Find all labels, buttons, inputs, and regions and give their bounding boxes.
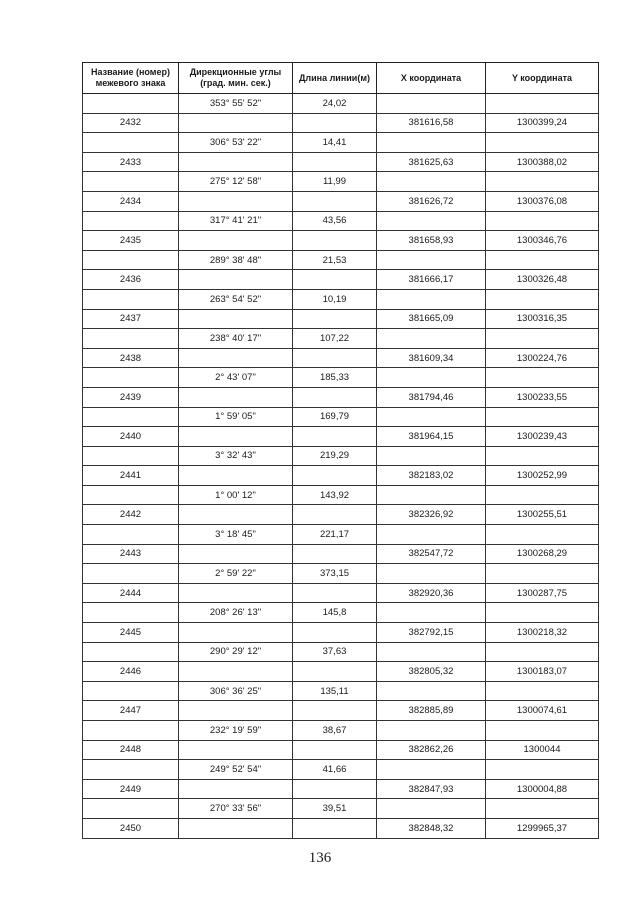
line-length-cell: 10,19 <box>293 289 377 309</box>
segment-x-cell <box>377 721 486 741</box>
segment-y-cell <box>486 681 599 701</box>
line-length-cell: 219,29 <box>293 446 377 466</box>
y-coordinate-cell: 1300233,55 <box>486 387 599 407</box>
y-coordinate-cell: 1300074,61 <box>486 701 599 721</box>
header-y-coordinate: Y координата <box>486 63 599 94</box>
mark-length-cell <box>293 231 377 251</box>
mark-bearing-cell <box>179 544 293 564</box>
segment-name-cell <box>83 94 179 114</box>
mark-bearing-cell <box>179 270 293 290</box>
segment-name-cell <box>83 799 179 819</box>
bearing-cell: 353° 55' 52" <box>179 94 293 114</box>
y-coordinate-cell: 1300346,76 <box>486 231 599 251</box>
mark-row <box>83 544 599 564</box>
segment-x-cell <box>377 681 486 701</box>
mark-bearing-cell <box>179 152 293 172</box>
mark-name-cell: 2436 <box>83 270 179 290</box>
mark-length-cell <box>293 583 377 603</box>
segment-row <box>83 172 599 192</box>
mark-row <box>83 191 599 211</box>
mark-length-cell <box>293 779 377 799</box>
segment-row <box>83 407 599 427</box>
y-coordinate-cell: 1300399,24 <box>486 113 599 133</box>
mark-length-cell <box>293 818 377 838</box>
mark-bearing-cell <box>179 779 293 799</box>
segment-x-cell <box>377 133 486 153</box>
y-coordinate-cell: 1300326,48 <box>486 270 599 290</box>
mark-bearing-cell <box>179 701 293 721</box>
mark-row <box>83 348 599 368</box>
mark-length-cell <box>293 701 377 721</box>
x-coordinate-cell: 381626,72 <box>377 191 486 211</box>
y-coordinate-cell: 1300044 <box>486 740 599 760</box>
mark-row <box>83 662 599 682</box>
x-coordinate-cell: 382792,15 <box>377 623 486 643</box>
y-coordinate-cell: 1300218,32 <box>486 623 599 643</box>
segment-y-cell <box>486 250 599 270</box>
segment-row <box>83 211 599 231</box>
header-bearing: Дирекционные углы (град. мин. сек.) <box>179 63 293 94</box>
mark-name-cell: 2435 <box>83 231 179 251</box>
header-line-length: Длина линии(м) <box>293 63 377 94</box>
segment-row <box>83 642 599 662</box>
mark-bearing-cell <box>179 623 293 643</box>
line-length-cell: 24,02 <box>293 94 377 114</box>
segment-name-cell <box>83 642 179 662</box>
bearing-cell: 306° 36' 25" <box>179 681 293 701</box>
mark-bearing-cell <box>179 740 293 760</box>
mark-row <box>83 818 599 838</box>
header-row <box>83 63 599 94</box>
segment-row <box>83 564 599 584</box>
segment-x-cell <box>377 485 486 505</box>
segment-row <box>83 329 599 349</box>
mark-name-cell: 2437 <box>83 309 179 329</box>
mark-length-cell <box>293 544 377 564</box>
mark-row <box>83 466 599 486</box>
mark-bearing-cell <box>179 191 293 211</box>
line-length-cell: 373,15 <box>293 564 377 584</box>
x-coordinate-cell: 381609,34 <box>377 348 486 368</box>
page-number: 136 <box>308 850 332 866</box>
line-length-cell: 37,63 <box>293 642 377 662</box>
x-coordinate-cell: 382805,32 <box>377 662 486 682</box>
line-length-cell: 38,67 <box>293 721 377 741</box>
segment-name-cell <box>83 525 179 545</box>
segment-x-cell <box>377 172 486 192</box>
mark-bearing-cell <box>179 583 293 603</box>
mark-length-cell <box>293 427 377 447</box>
mark-bearing-cell <box>179 427 293 447</box>
mark-name-cell: 2439 <box>83 387 179 407</box>
mark-bearing-cell <box>179 387 293 407</box>
line-length-cell: 21,53 <box>293 250 377 270</box>
segment-name-cell <box>83 407 179 427</box>
mark-name-cell: 2438 <box>83 348 179 368</box>
mark-row <box>83 623 599 643</box>
y-coordinate-cell: 1300239,43 <box>486 427 599 447</box>
segment-x-cell <box>377 760 486 780</box>
segment-y-cell <box>486 407 599 427</box>
bearing-cell: 1° 59' 05" <box>179 407 293 427</box>
x-coordinate-cell: 382848,32 <box>377 818 486 838</box>
segment-x-cell <box>377 407 486 427</box>
segment-y-cell <box>486 760 599 780</box>
mark-name-cell: 2447 <box>83 701 179 721</box>
mark-name-cell: 2433 <box>83 152 179 172</box>
line-length-cell: 107,22 <box>293 329 377 349</box>
segment-name-cell <box>83 329 179 349</box>
line-length-cell: 143,92 <box>293 485 377 505</box>
mark-bearing-cell <box>179 505 293 525</box>
segment-row <box>83 485 599 505</box>
line-length-cell: 185,33 <box>293 368 377 388</box>
mark-bearing-cell <box>179 818 293 838</box>
mark-row <box>83 231 599 251</box>
line-length-cell: 14,41 <box>293 133 377 153</box>
segment-x-cell <box>377 289 486 309</box>
segment-name-cell <box>83 681 179 701</box>
bearing-cell: 275° 12' 58" <box>179 172 293 192</box>
mark-name-cell: 2446 <box>83 662 179 682</box>
bearing-cell: 289° 38' 48" <box>179 250 293 270</box>
segment-y-cell <box>486 446 599 466</box>
segment-y-cell <box>486 485 599 505</box>
mark-row <box>83 505 599 525</box>
segment-y-cell <box>486 133 599 153</box>
mark-length-cell <box>293 466 377 486</box>
segment-x-cell <box>377 799 486 819</box>
mark-bearing-cell <box>179 309 293 329</box>
segment-row <box>83 681 599 701</box>
bearing-cell: 232° 19' 59" <box>179 721 293 741</box>
mark-row <box>83 387 599 407</box>
segment-x-cell <box>377 603 486 623</box>
bearing-cell: 317° 41' 21" <box>179 211 293 231</box>
mark-bearing-cell <box>179 466 293 486</box>
mark-length-cell <box>293 387 377 407</box>
segment-y-cell <box>486 368 599 388</box>
segment-y-cell <box>486 211 599 231</box>
segment-row <box>83 721 599 741</box>
segment-name-cell <box>83 211 179 231</box>
segment-row <box>83 799 599 819</box>
mark-name-cell: 2443 <box>83 544 179 564</box>
segment-name-cell <box>83 172 179 192</box>
y-coordinate-cell: 1300316,35 <box>486 309 599 329</box>
segment-name-cell <box>83 721 179 741</box>
bearing-cell: 1° 00' 12" <box>179 485 293 505</box>
segment-x-cell <box>377 211 486 231</box>
segment-y-cell <box>486 172 599 192</box>
line-length-cell: 39,51 <box>293 799 377 819</box>
x-coordinate-cell: 382326,92 <box>377 505 486 525</box>
mark-name-cell: 2445 <box>83 623 179 643</box>
x-coordinate-cell: 382547,72 <box>377 544 486 564</box>
segment-x-cell <box>377 329 486 349</box>
segment-x-cell <box>377 446 486 466</box>
y-coordinate-cell: 1300287,75 <box>486 583 599 603</box>
segment-y-cell <box>486 94 599 114</box>
bearing-cell: 2° 43' 07" <box>179 368 293 388</box>
mark-length-cell <box>293 348 377 368</box>
mark-bearing-cell <box>179 348 293 368</box>
x-coordinate-cell: 382847,93 <box>377 779 486 799</box>
bearing-cell: 263° 54' 52" <box>179 289 293 309</box>
mark-length-cell <box>293 270 377 290</box>
line-length-cell: 145,8 <box>293 603 377 623</box>
table-body <box>83 94 599 839</box>
y-coordinate-cell: 1300376,08 <box>486 191 599 211</box>
segment-y-cell <box>486 603 599 623</box>
x-coordinate-cell: 381666,17 <box>377 270 486 290</box>
segment-name-cell <box>83 603 179 623</box>
mark-name-cell: 2441 <box>83 466 179 486</box>
mark-row <box>83 427 599 447</box>
mark-name-cell: 2449 <box>83 779 179 799</box>
bearing-cell: 306° 53' 22" <box>179 133 293 153</box>
bearing-cell: 249° 52' 54" <box>179 760 293 780</box>
bearing-cell: 238° 40' 17" <box>179 329 293 349</box>
mark-length-cell <box>293 623 377 643</box>
y-coordinate-cell: 1300183,07 <box>486 662 599 682</box>
mark-row <box>83 701 599 721</box>
segment-row <box>83 603 599 623</box>
x-coordinate-cell: 382920,36 <box>377 583 486 603</box>
segment-name-cell <box>83 760 179 780</box>
segment-name-cell <box>83 446 179 466</box>
line-length-cell: 43,56 <box>293 211 377 231</box>
mark-bearing-cell <box>179 113 293 133</box>
mark-name-cell: 2450 <box>83 818 179 838</box>
y-coordinate-cell: 1299965,37 <box>486 818 599 838</box>
y-coordinate-cell: 1300268,29 <box>486 544 599 564</box>
bearing-cell: 3° 18' 45" <box>179 525 293 545</box>
x-coordinate-cell: 382183,02 <box>377 466 486 486</box>
segment-row <box>83 368 599 388</box>
mark-name-cell: 2440 <box>83 427 179 447</box>
mark-row <box>83 113 599 133</box>
y-coordinate-cell: 1300224,76 <box>486 348 599 368</box>
mark-row <box>83 309 599 329</box>
x-coordinate-cell: 381625,63 <box>377 152 486 172</box>
segment-name-cell <box>83 250 179 270</box>
mark-row <box>83 270 599 290</box>
line-length-cell: 41,66 <box>293 760 377 780</box>
segment-row <box>83 525 599 545</box>
x-coordinate-cell: 381964,15 <box>377 427 486 447</box>
bearing-cell: 270° 33' 56" <box>179 799 293 819</box>
x-coordinate-cell: 381658,93 <box>377 231 486 251</box>
mark-name-cell: 2444 <box>83 583 179 603</box>
mark-row <box>83 152 599 172</box>
mark-length-cell <box>293 740 377 760</box>
segment-name-cell <box>83 289 179 309</box>
table-header <box>83 63 599 94</box>
segment-y-cell <box>486 721 599 741</box>
x-coordinate-cell: 381665,09 <box>377 309 486 329</box>
y-coordinate-cell: 1300252,99 <box>486 466 599 486</box>
mark-row <box>83 779 599 799</box>
segment-row <box>83 133 599 153</box>
y-coordinate-cell: 1300004,88 <box>486 779 599 799</box>
segment-y-cell <box>486 525 599 545</box>
segment-y-cell <box>486 564 599 584</box>
mark-length-cell <box>293 191 377 211</box>
segment-x-cell <box>377 94 486 114</box>
segment-row <box>83 250 599 270</box>
bearing-cell: 208° 26' 13" <box>179 603 293 623</box>
segment-row <box>83 760 599 780</box>
line-length-cell: 221,17 <box>293 525 377 545</box>
y-coordinate-cell: 1300388,02 <box>486 152 599 172</box>
mark-row <box>83 740 599 760</box>
mark-length-cell <box>293 113 377 133</box>
segment-x-cell <box>377 642 486 662</box>
x-coordinate-cell: 382862,26 <box>377 740 486 760</box>
segment-name-cell <box>83 485 179 505</box>
segment-name-cell <box>83 368 179 388</box>
segment-name-cell <box>83 564 179 584</box>
boundary-marks-table <box>82 62 599 839</box>
mark-row <box>83 583 599 603</box>
segment-y-cell <box>486 289 599 309</box>
mark-bearing-cell <box>179 662 293 682</box>
segment-y-cell <box>486 799 599 819</box>
segment-name-cell <box>83 133 179 153</box>
line-length-cell: 169,79 <box>293 407 377 427</box>
mark-name-cell: 2442 <box>83 505 179 525</box>
segment-row <box>83 289 599 309</box>
bearing-cell: 2° 59' 22" <box>179 564 293 584</box>
segment-row <box>83 446 599 466</box>
x-coordinate-cell: 381616,58 <box>377 113 486 133</box>
segment-y-cell <box>486 642 599 662</box>
x-coordinate-cell: 382885,89 <box>377 701 486 721</box>
mark-name-cell: 2434 <box>83 191 179 211</box>
segment-x-cell <box>377 564 486 584</box>
header-mark-name: Название (номер) межевого знака <box>83 63 179 94</box>
mark-length-cell <box>293 505 377 525</box>
bearing-cell: 3° 32' 43" <box>179 446 293 466</box>
mark-length-cell <box>293 152 377 172</box>
segment-row <box>83 94 599 114</box>
segment-y-cell <box>486 329 599 349</box>
mark-name-cell: 2432 <box>83 113 179 133</box>
line-length-cell: 135,11 <box>293 681 377 701</box>
x-coordinate-cell: 381794,46 <box>377 387 486 407</box>
y-coordinate-cell: 1300255,51 <box>486 505 599 525</box>
header-x-coordinate: X координата <box>377 63 486 94</box>
segment-x-cell <box>377 250 486 270</box>
line-length-cell: 11,99 <box>293 172 377 192</box>
bearing-cell: 290° 29' 12" <box>179 642 293 662</box>
mark-name-cell: 2448 <box>83 740 179 760</box>
mark-bearing-cell <box>179 231 293 251</box>
segment-x-cell <box>377 525 486 545</box>
segment-x-cell <box>377 368 486 388</box>
mark-length-cell <box>293 309 377 329</box>
mark-length-cell <box>293 662 377 682</box>
